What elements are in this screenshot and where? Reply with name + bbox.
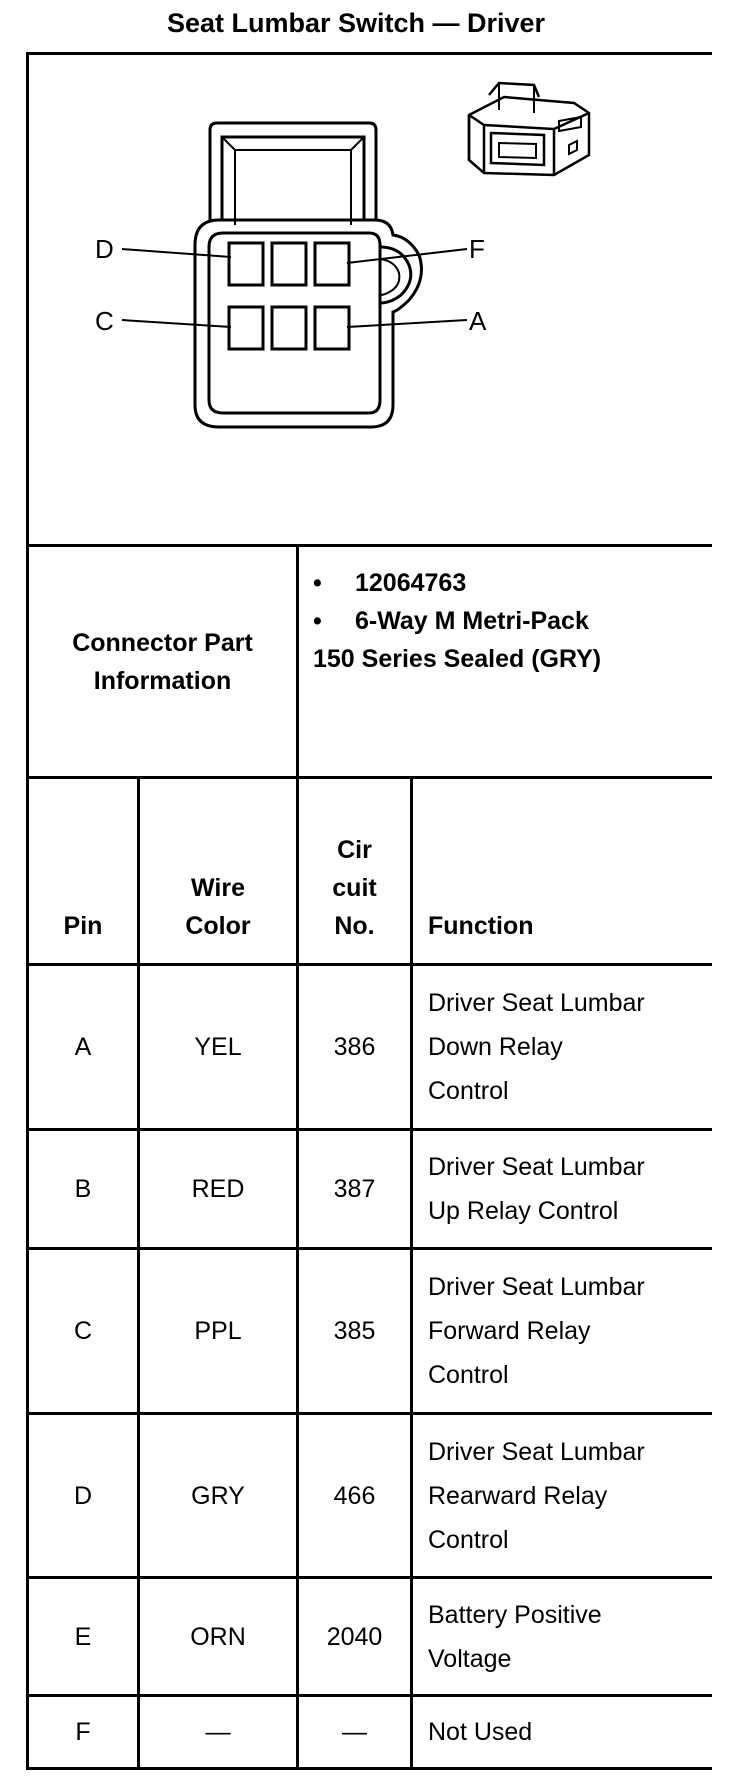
part-type: • 6-Way M Metri-Pack: [313, 607, 589, 635]
row-a-color: YEL: [194, 1033, 242, 1061]
connector-part-label-line1: Connector Part: [72, 628, 253, 657]
row-c-circuit: 385: [333, 1317, 376, 1345]
pin-label-a: A: [469, 306, 487, 336]
header-function: Function: [428, 912, 534, 940]
connector-part-info-label: [29, 547, 296, 776]
row-f-color: —: [205, 1718, 231, 1746]
header-wire-color: Wire Color: [185, 874, 251, 940]
part-number: • 12064763: [313, 569, 467, 597]
row-e-function: Battery Positive Voltage: [428, 1600, 602, 1673]
column-divider: [410, 776, 413, 1770]
connector-part-label-line2: Information: [93, 666, 232, 695]
row-b-circuit: 387: [333, 1175, 376, 1203]
part-series: 150 Series Sealed (GRY): [313, 645, 602, 673]
connector-perspective-icon: [469, 83, 589, 175]
row-a-circuit: 386: [333, 1033, 376, 1061]
pin-label-f: F: [469, 234, 485, 264]
connector-part-list: [313, 564, 601, 678]
row-b-pin: B: [74, 1175, 92, 1203]
row-c-pin: C: [73, 1317, 93, 1345]
row-c-color: PPL: [194, 1317, 242, 1345]
header-circuit-no: Cir cuit No.: [332, 836, 377, 940]
row-e-pin: E: [74, 1622, 92, 1651]
row-a-function: Driver Seat Lumbar Down Relay Control: [428, 989, 645, 1105]
row-f-circuit: —: [342, 1718, 367, 1746]
header-pin: Pin: [63, 912, 103, 940]
row-f-function: Not Used: [428, 1718, 533, 1746]
connector-diagram: [29, 55, 712, 547]
row-b-color: RED: [191, 1175, 245, 1203]
row-d-color: GRY: [191, 1481, 245, 1510]
divider: [26, 1767, 712, 1770]
pin-label-c: C: [95, 306, 114, 336]
row-f-pin: F: [75, 1718, 91, 1746]
row-e-circuit: 2040: [326, 1622, 383, 1651]
row-e-color: ORN: [190, 1622, 246, 1651]
pin-label-d: D: [95, 234, 114, 264]
row-d-circuit: 466: [333, 1481, 376, 1510]
row-d-function: Driver Seat Lumbar Rearward Relay Control: [428, 1437, 645, 1554]
row-c-function: Driver Seat Lumbar Forward Relay Control: [428, 1273, 645, 1389]
row-b-function: Driver Seat Lumbar Up Relay Control: [428, 1153, 645, 1225]
page-title: Seat Lumbar Switch — Driver: [166, 8, 546, 38]
row-d-pin: D: [73, 1481, 93, 1510]
row-a-pin: A: [74, 1033, 92, 1061]
